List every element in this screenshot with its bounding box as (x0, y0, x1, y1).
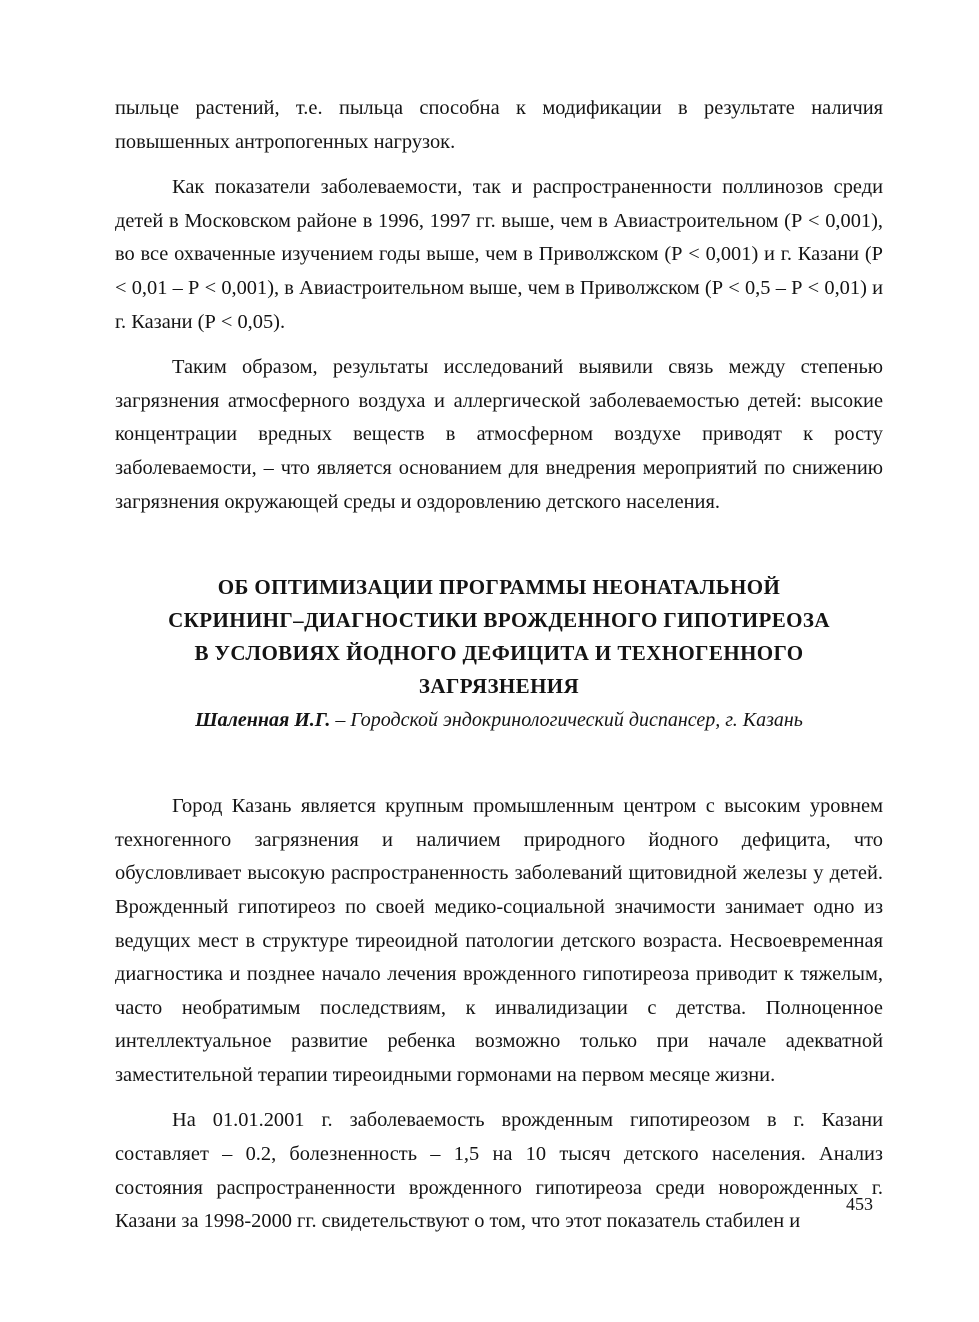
title-line-1: ОБ ОПТИМИЗАЦИИ ПРОГРАММЫ НЕОНАТАЛЬНОЙ (217, 575, 781, 600)
paragraph-intro: Город Казань является крупным промышленным центром с высоким уровнем техногенного загрязнения и наличием природного йодного дефицита, что обусловливает высокую распространенность заболеваний щитовидной железы у детей. Врожденный гипотиреоз по своей медико-социальной значимости занимает одно из ведущих мест в структуре тиреоидной патологии детского возраста. Несвоевременная диагностика и позднее начало лечения врожденного гипотиреоза приводит к тяжелым, часто необратимым последствиям, к инвалидизации с детства. Полноценное интеллектуальное развитие ребенка возможно только при начале адекватной заместительной терапии тиреоидными гормонами на первом месяце жизни. (115, 795, 883, 1086)
author-name: Шаленная И.Г. (195, 709, 331, 732)
paragraph-conclusion: Таким образом, результаты исследований выявили связь между степенью загрязнения атмосферного воздуха и аллергической заболеваемостью детей: высокие концентрации вредных веществ в атмосферном воздухе приводят к росту заболеваемости, – что является основанием для внедрения мероприятий по снижению загрязнения окружающей среды и оздоровлению детского населения. (115, 356, 883, 513)
page-number: 453 (846, 1194, 873, 1214)
page-content (115, 92, 883, 1239)
author-affiliation: – Городской эндокринологический диспансер, г. Казань (330, 709, 803, 732)
author-line (115, 704, 883, 736)
title-line-3: В УСЛОВИЯХ ЙОДНОГО ДЕФИЦИТА И ТЕХНОГЕННОГО (194, 641, 804, 666)
paragraph-statistics: На 01.01.2001 г. заболеваемость врожденным гипотиреозом в г. Казани составляет – 0.2, болезненность – 1,5 на 10 тысяч детского населения. Анализ состояния распространенности врожденного гипотиреоза среди новорожденных г. Казани за 1998-2000 гг. свидетельствуют о том, что этот показатель стабилен и (115, 1109, 883, 1233)
paragraph-continuation: пыльце растений, т.е. пыльца способна к модификации в результате наличия повышенных антропогенных нагрузок. (115, 97, 883, 153)
title-line-4: ЗАГРЯЗНЕНИЯ (418, 674, 580, 699)
title-line-2: СКРИНИНГ–ДИАГНОСТИКИ ВРОЖДЕННОГО ГИПОТИРЕОЗА (168, 608, 830, 633)
paragraph-prevalence: Как показатели заболеваемости, так и распространенности поллинозов среди детей в Московском районе в 1996, 1997 гг. выше, чем в Авиастроительном (Р < 0,001), во все охваченные изучением годы выше, чем в Приволжском (Р < 0,001) и г. Казани (Р < 0,01 – Р < 0,001), в Авиастроительном выше, чем в Приволжском (Р < 0,5 – Р < 0,01) и г. Казани (Р < 0,05). (115, 176, 883, 333)
article-title (115, 571, 883, 703)
